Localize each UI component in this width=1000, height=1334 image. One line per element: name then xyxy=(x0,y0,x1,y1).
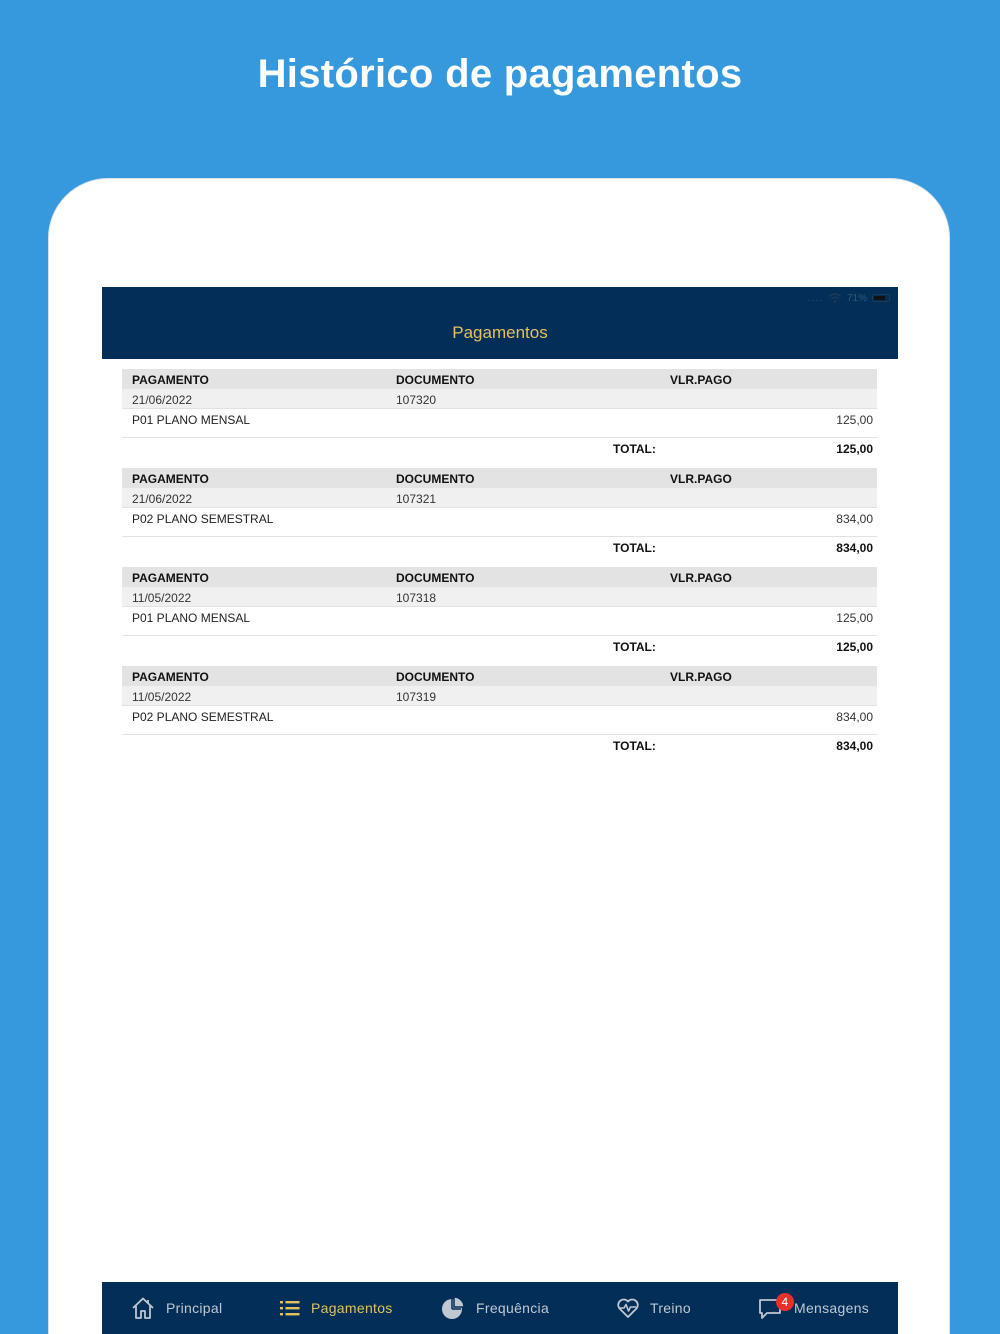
item-description: P01 PLANO MENSAL xyxy=(132,611,251,625)
page-headline: Histórico de pagamentos xyxy=(257,52,743,96)
payment-item-row[interactable] xyxy=(122,607,877,636)
total-label: TOTAL: xyxy=(613,541,656,555)
payment-block xyxy=(122,468,877,567)
battery-icon xyxy=(872,294,890,302)
tab-bar xyxy=(102,1282,898,1334)
nav-title: Pagamentos xyxy=(452,323,548,342)
tab-mensagens-label: Mensagens xyxy=(794,1300,870,1316)
navigation-bar xyxy=(102,287,898,359)
payment-item-row[interactable] xyxy=(122,409,877,438)
col-documento-header: DOCUMENTO xyxy=(396,670,475,684)
wifi-icon xyxy=(828,293,842,303)
col-pagamento-header: PAGAMENTO xyxy=(132,670,209,684)
col-pagamento-header: PAGAMENTO xyxy=(132,472,209,486)
item-value: 125,00 xyxy=(836,611,873,625)
payment-item-row[interactable] xyxy=(122,508,877,537)
status-bar xyxy=(808,291,890,305)
payment-info-row xyxy=(122,488,877,508)
col-pagamento-header: PAGAMENTO xyxy=(132,373,209,387)
payment-total-row xyxy=(122,438,877,468)
col-documento-header: DOCUMENTO xyxy=(396,373,475,387)
payments-list xyxy=(122,369,877,765)
item-description: P02 PLANO SEMESTRAL xyxy=(132,710,274,724)
total-label: TOTAL: xyxy=(613,739,656,753)
payment-header-row xyxy=(122,468,877,488)
payment-total-row xyxy=(122,735,877,765)
app-screen xyxy=(102,287,898,1334)
col-vlr-pago-header: VLR.PAGO xyxy=(670,571,732,585)
payment-date: 11/05/2022 xyxy=(132,690,192,704)
total-label: TOTAL: xyxy=(613,640,656,654)
total-value: 834,00 xyxy=(836,739,873,753)
col-vlr-pago-header: VLR.PAGO xyxy=(670,373,732,387)
col-documento-header: DOCUMENTO xyxy=(396,472,475,486)
payment-document: 107318 xyxy=(396,591,437,605)
col-pagamento-header: PAGAMENTO xyxy=(132,571,209,585)
tab-frequencia-label: Frequência xyxy=(476,1300,550,1316)
item-description: P02 PLANO SEMESTRAL xyxy=(132,512,274,526)
tab-treino[interactable] xyxy=(616,1282,691,1334)
payment-info-row xyxy=(122,389,877,409)
tab-frequencia[interactable] xyxy=(440,1282,549,1334)
total-label: TOTAL: xyxy=(613,442,656,456)
payment-header-row xyxy=(122,369,877,389)
battery-percent: 71% xyxy=(846,292,867,304)
tab-mensagens[interactable] xyxy=(758,1282,869,1334)
payment-block xyxy=(122,666,877,765)
payment-item-row[interactable] xyxy=(122,706,877,735)
item-value: 834,00 xyxy=(836,512,873,526)
home-icon xyxy=(130,1295,156,1321)
tab-pagamentos[interactable] xyxy=(279,1282,393,1334)
tab-principal[interactable] xyxy=(130,1282,222,1334)
payment-document: 107319 xyxy=(396,690,437,704)
payment-info-row xyxy=(122,686,877,706)
tab-treino-label: Treino xyxy=(650,1300,691,1316)
payment-document: 107321 xyxy=(396,492,437,506)
payment-date: 21/06/2022 xyxy=(132,393,193,407)
payment-total-row xyxy=(122,636,877,666)
col-documento-header: DOCUMENTO xyxy=(396,571,475,585)
payment-date: 21/06/2022 xyxy=(132,492,193,506)
total-value: 125,00 xyxy=(836,442,873,456)
payment-header-row xyxy=(122,567,877,587)
payment-block xyxy=(122,369,877,468)
payment-info-row xyxy=(122,587,877,607)
tab-pagamentos-label: Pagamentos xyxy=(311,1300,393,1316)
payment-total-row xyxy=(122,537,877,567)
heartbeat-icon xyxy=(616,1297,640,1319)
item-value: 125,00 xyxy=(836,413,873,427)
payment-document: 107320 xyxy=(396,393,437,407)
payment-block xyxy=(122,567,877,666)
item-value: 834,00 xyxy=(836,710,873,724)
signal-dots: .... xyxy=(807,292,823,304)
payment-date: 11/05/2022 xyxy=(132,591,192,605)
col-vlr-pago-header: VLR.PAGO xyxy=(670,472,732,486)
list-icon xyxy=(279,1297,301,1319)
total-value: 125,00 xyxy=(836,640,873,654)
pie-chart-icon xyxy=(440,1295,466,1321)
unread-badge: 4 xyxy=(776,1293,794,1311)
payment-header-row xyxy=(122,666,877,686)
item-description: P01 PLANO MENSAL xyxy=(132,413,251,427)
total-value: 834,00 xyxy=(836,541,873,555)
col-vlr-pago-header: VLR.PAGO xyxy=(670,670,732,684)
tab-principal-label: Principal xyxy=(166,1300,223,1316)
